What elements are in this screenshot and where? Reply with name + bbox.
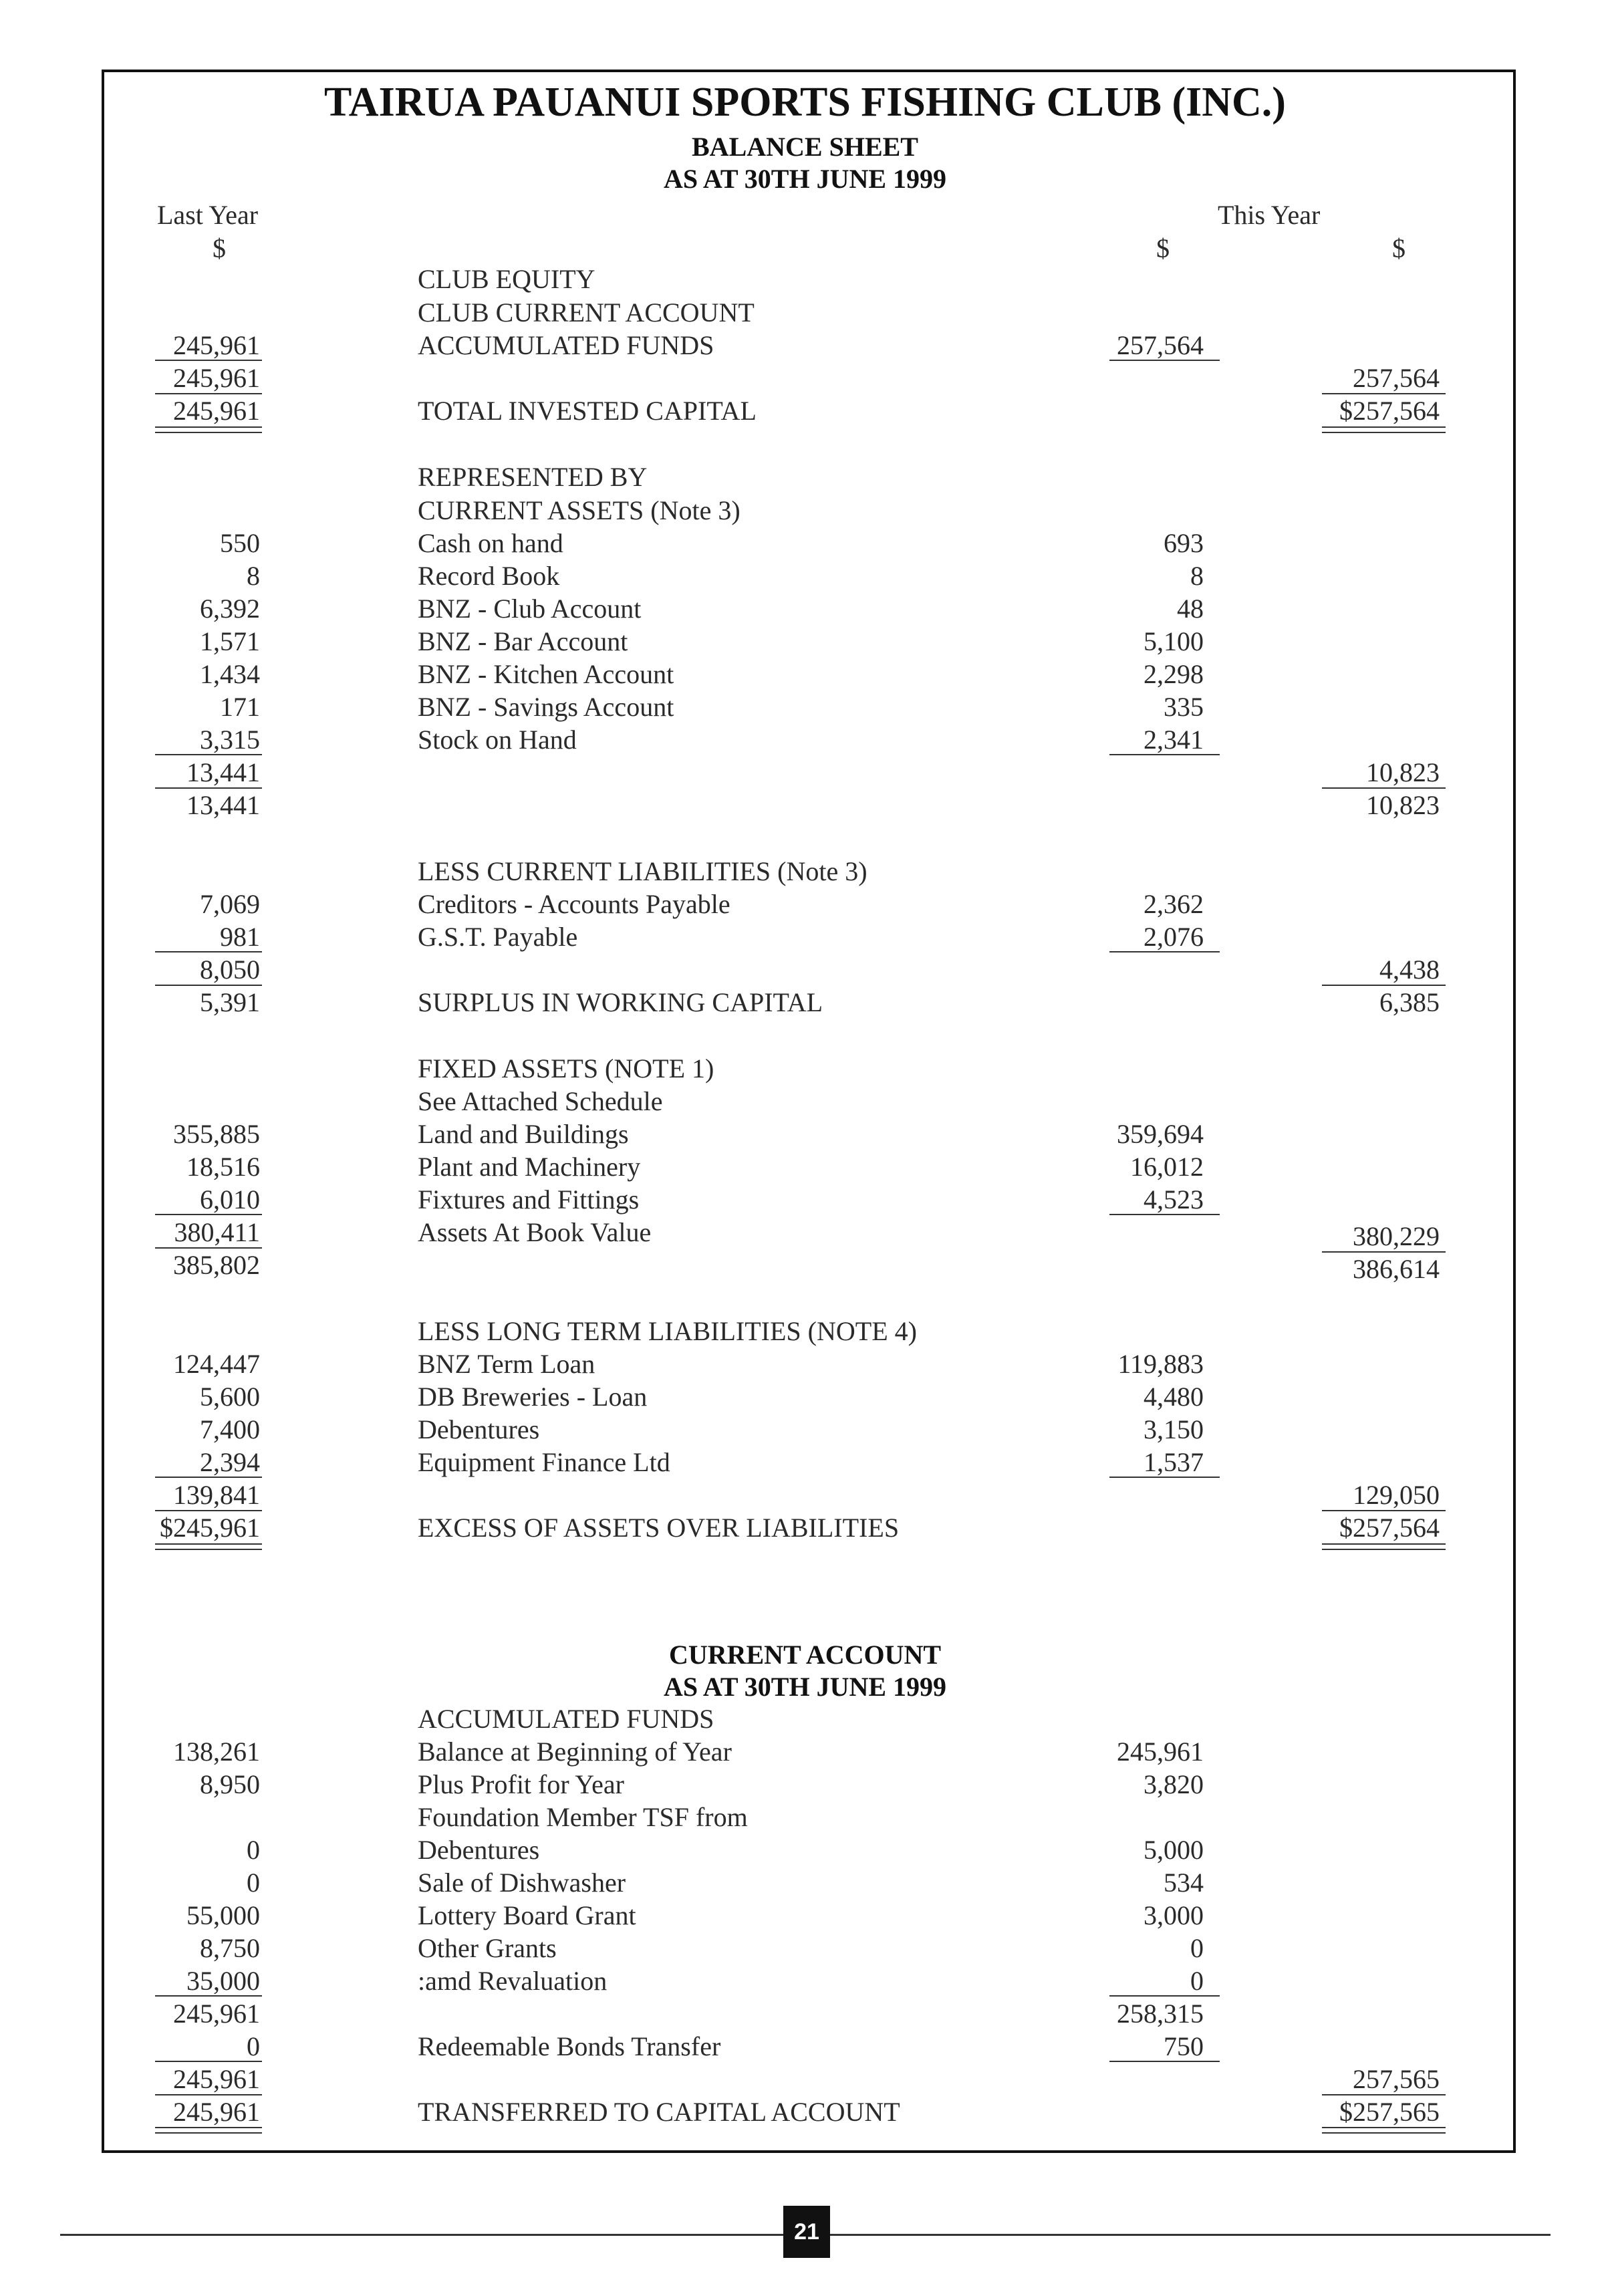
asset-row-this: 2,298 bbox=[1144, 659, 1204, 689]
accumulated-funds-last: 245,961 bbox=[173, 330, 260, 360]
asset-row-last: 171 bbox=[220, 692, 260, 722]
rule bbox=[155, 1477, 262, 1478]
surplus-working-capital-last: 5,391 bbox=[200, 987, 260, 1017]
account-row-label: Plus Profit for Year bbox=[418, 1769, 624, 1799]
excess-assets-this: $257,564 bbox=[1339, 1513, 1440, 1543]
rule bbox=[155, 393, 262, 394]
loan-row-this: 119,883 bbox=[1117, 1349, 1204, 1379]
page-border bbox=[102, 70, 1516, 2153]
account-row-this: 0 bbox=[1190, 1933, 1204, 1963]
account-row-label: Sale of Dishwasher bbox=[418, 1868, 626, 1898]
long-term-liabilities-heading: LESS LONG TERM LIABILITIES (NOTE 4) bbox=[418, 1316, 917, 1346]
loan-row-last: 5,600 bbox=[200, 1382, 260, 1412]
fixed-assets-heading: FIXED ASSETS (NOTE 1) bbox=[418, 1053, 714, 1083]
asset-row-this: 48 bbox=[1177, 594, 1204, 624]
rule bbox=[155, 754, 262, 755]
double-rule bbox=[155, 2132, 262, 2134]
account-row-last: 8,750 bbox=[200, 1933, 260, 1963]
double-rule bbox=[1322, 2132, 1446, 2134]
liability-row-this: 2,362 bbox=[1144, 889, 1204, 919]
current-liabilities-heading: LESS CURRENT LIABILITIES (Note 3) bbox=[418, 856, 867, 886]
this-year-currency-mid: $ bbox=[1156, 233, 1170, 263]
surplus-working-capital-label: SURPLUS IN WORKING CAPITAL bbox=[418, 987, 823, 1017]
account-row-label: :amd Revaluation bbox=[418, 1966, 608, 1996]
rule bbox=[155, 2094, 262, 2095]
account-row-this: 3,820 bbox=[1144, 1769, 1204, 1799]
last-year-header: Last Year bbox=[157, 200, 259, 230]
account-subtotal-last: 245,961 bbox=[173, 1999, 260, 2029]
excess-assets-label: EXCESS OF ASSETS OVER LIABILITIES bbox=[418, 1513, 900, 1543]
asset-row-label: Cash on hand bbox=[418, 528, 563, 558]
fixed-assets-carry-last: 385,802 bbox=[173, 1250, 260, 1280]
account-row-last: 0 bbox=[247, 1868, 260, 1898]
book-value-label: Assets At Book Value bbox=[418, 1217, 652, 1247]
rule bbox=[1322, 393, 1446, 394]
asset-row-this: 693 bbox=[1164, 528, 1204, 558]
club-equity-heading: CLUB EQUITY bbox=[418, 264, 595, 294]
rule bbox=[155, 951, 262, 952]
account-row-this: 245,961 bbox=[1117, 1737, 1204, 1767]
account-row-last: 35,000 bbox=[186, 1966, 260, 1996]
rule bbox=[155, 985, 262, 986]
liability-row-last: 981 bbox=[220, 922, 260, 952]
transferred-capital-this: $257,565 bbox=[1339, 2097, 1440, 2127]
book-value-last: 380,411 bbox=[174, 1217, 260, 1247]
loan-row-label: Equipment Finance Ltd bbox=[418, 1447, 670, 1477]
asset-row-last: 1,434 bbox=[200, 659, 260, 689]
rule bbox=[1322, 1510, 1446, 1511]
balance-sheet-date: AS AT 30TH JUNE 1999 bbox=[663, 164, 947, 194]
asset-row-label: BNZ - Savings Account bbox=[418, 692, 674, 722]
transferred-capital-label: TRANSFERRED TO CAPITAL ACCOUNT bbox=[418, 2097, 900, 2127]
fixed-asset-row-this: 4,523 bbox=[1144, 1184, 1204, 1215]
asset-row-label: Stock on Hand bbox=[418, 725, 577, 755]
fixed-asset-row-this: 16,012 bbox=[1130, 1152, 1204, 1182]
rule bbox=[155, 2061, 262, 2062]
asset-row-this: 5,100 bbox=[1144, 626, 1204, 656]
current-liabilities-total-last: 8,050 bbox=[200, 954, 260, 985]
rule bbox=[1322, 1251, 1446, 1253]
rule bbox=[1109, 1477, 1220, 1478]
double-rule bbox=[1322, 1549, 1446, 1550]
current-liabilities-total-this: 4,438 bbox=[1379, 954, 1440, 985]
loan-row-this: 1,537 bbox=[1144, 1447, 1204, 1477]
surplus-working-capital-this: 6,385 bbox=[1379, 987, 1440, 1017]
asset-row-label: BNZ - Bar Account bbox=[418, 626, 628, 656]
account-row-label: Other Grants bbox=[418, 1933, 557, 1963]
fixed-assets-note: See Attached Schedule bbox=[418, 1086, 663, 1116]
asset-row-last: 3,315 bbox=[200, 725, 260, 755]
asset-row-last: 6,392 bbox=[200, 594, 260, 624]
current-assets-heading: CURRENT ASSETS (Note 3) bbox=[418, 495, 741, 525]
account-row-label: Debentures bbox=[418, 1835, 540, 1865]
balance-sheet-title: BALANCE SHEET bbox=[692, 132, 918, 162]
liability-row-this: 2,076 bbox=[1144, 922, 1204, 952]
asset-row-last: 550 bbox=[220, 528, 260, 558]
current-account-date: AS AT 30TH JUNE 1999 bbox=[663, 1672, 947, 1702]
rule bbox=[1322, 787, 1446, 789]
bonds-transfer-last: 0 bbox=[247, 2031, 260, 2061]
club-current-account-heading: CLUB CURRENT ACCOUNT bbox=[418, 297, 755, 328]
equity-subtotal-last: 245,961 bbox=[173, 363, 260, 393]
double-rule bbox=[155, 426, 262, 428]
asset-row-label: Record Book bbox=[418, 561, 560, 591]
current-assets-carry-this: 10,823 bbox=[1366, 790, 1440, 820]
fixed-asset-row-this: 359,694 bbox=[1117, 1119, 1204, 1149]
account-row-label: Foundation Member TSF from bbox=[418, 1802, 748, 1832]
account-total-last: 245,961 bbox=[173, 2064, 260, 2094]
equity-subtotal-this: 257,564 bbox=[1353, 363, 1440, 393]
account-row-last: 0 bbox=[247, 1835, 260, 1865]
excess-assets-last: $245,961 bbox=[160, 1513, 260, 1543]
liability-row-label: Creditors - Accounts Payable bbox=[418, 889, 730, 919]
double-rule bbox=[155, 432, 262, 433]
accumulated-funds-this: 257,564 bbox=[1117, 330, 1204, 360]
fixed-assets-carry-this: 386,614 bbox=[1353, 1254, 1440, 1284]
loan-row-this: 3,150 bbox=[1144, 1414, 1204, 1444]
fixed-asset-row-last: 18,516 bbox=[186, 1152, 260, 1182]
loan-row-this: 4,480 bbox=[1144, 1382, 1204, 1412]
asset-row-label: BNZ - Kitchen Account bbox=[418, 659, 674, 689]
bonds-transfer-this: 750 bbox=[1164, 2031, 1204, 2061]
rule bbox=[155, 1995, 262, 1997]
account-row-this: 5,000 bbox=[1144, 1835, 1204, 1865]
liability-row-last: 7,069 bbox=[200, 889, 260, 919]
loan-row-last: 7,400 bbox=[200, 1414, 260, 1444]
current-account-title: CURRENT ACCOUNT bbox=[668, 1640, 942, 1670]
total-invested-capital-last: 245,961 bbox=[173, 396, 260, 426]
double-rule bbox=[155, 1543, 262, 1545]
rule bbox=[155, 1510, 262, 1511]
accumulated-funds-label: ACCUMULATED FUNDS bbox=[418, 330, 714, 360]
represented-by-heading: REPRESENTED BY bbox=[418, 462, 648, 492]
club-title: TAIRUA PAUANUI SPORTS FISHING CLUB (INC.) bbox=[324, 80, 1286, 125]
fixed-asset-row-last: 6,010 bbox=[200, 1184, 260, 1215]
account-row-label: Lottery Board Grant bbox=[418, 1900, 636, 1930]
rule bbox=[1322, 2094, 1446, 2095]
double-rule bbox=[155, 2127, 262, 2128]
bonds-transfer-label: Redeemable Bonds Transfer bbox=[418, 2031, 721, 2061]
asset-row-this: 8 bbox=[1190, 561, 1204, 591]
total-invested-capital-this: $257,564 bbox=[1339, 396, 1440, 426]
current-assets-total-this: 10,823 bbox=[1366, 757, 1440, 787]
transferred-capital-last: 245,961 bbox=[173, 2097, 260, 2127]
loan-row-label: BNZ Term Loan bbox=[418, 1349, 595, 1379]
last-year-currency: $ bbox=[213, 233, 226, 263]
loan-row-label: Debentures bbox=[418, 1414, 540, 1444]
account-row-this: 3,000 bbox=[1144, 1900, 1204, 1930]
fixed-asset-row-label: Fixtures and Fittings bbox=[418, 1184, 640, 1215]
loan-row-last: 124,447 bbox=[173, 1349, 260, 1379]
account-row-last: 8,950 bbox=[200, 1769, 260, 1799]
double-rule bbox=[155, 1549, 262, 1550]
loan-row-label: DB Breweries - Loan bbox=[418, 1382, 648, 1412]
rule bbox=[155, 1214, 262, 1215]
rule bbox=[1109, 951, 1220, 952]
account-row-last: 55,000 bbox=[186, 1900, 260, 1930]
fixed-asset-row-last: 355,885 bbox=[173, 1119, 260, 1149]
liability-row-label: G.S.T. Payable bbox=[418, 922, 578, 952]
rule bbox=[1109, 754, 1220, 755]
rule bbox=[155, 1247, 262, 1249]
rule bbox=[1322, 985, 1446, 986]
rule bbox=[1109, 360, 1220, 361]
rule bbox=[1109, 1995, 1220, 1997]
total-invested-capital-label: TOTAL INVESTED CAPITAL bbox=[418, 396, 757, 426]
fixed-asset-row-label: Land and Buildings bbox=[418, 1119, 629, 1149]
double-rule bbox=[1322, 426, 1446, 428]
account-row-label: Balance at Beginning of Year bbox=[418, 1737, 732, 1767]
asset-row-this: 2,341 bbox=[1144, 725, 1204, 755]
double-rule bbox=[1322, 2127, 1446, 2128]
long-term-total-this: 129,050 bbox=[1353, 1480, 1440, 1510]
account-subtotal-this: 258,315 bbox=[1117, 1999, 1204, 2029]
rule bbox=[1109, 2061, 1220, 2062]
current-assets-total-last: 13,441 bbox=[186, 757, 260, 787]
double-rule bbox=[1322, 1543, 1446, 1545]
this-year-currency-right: $ bbox=[1392, 233, 1405, 263]
asset-row-last: 1,571 bbox=[200, 626, 260, 656]
fixed-asset-row-label: Plant and Machinery bbox=[418, 1152, 641, 1182]
loan-row-last: 2,394 bbox=[200, 1447, 260, 1477]
asset-row-this: 335 bbox=[1164, 692, 1204, 722]
book-value-this: 380,229 bbox=[1353, 1221, 1440, 1251]
account-total-this: 257,565 bbox=[1353, 2064, 1440, 2094]
account-row-last: 138,261 bbox=[173, 1737, 260, 1767]
long-term-total-last: 139,841 bbox=[173, 1480, 260, 1510]
rule bbox=[155, 787, 262, 789]
account-row-this: 534 bbox=[1164, 1868, 1204, 1898]
rule bbox=[155, 360, 262, 361]
page-number: 21 bbox=[783, 2206, 830, 2258]
asset-row-last: 8 bbox=[247, 561, 260, 591]
rule bbox=[1109, 1214, 1220, 1215]
current-assets-carry-last: 13,441 bbox=[186, 790, 260, 820]
account-row-this: 0 bbox=[1190, 1966, 1204, 1996]
this-year-header: This Year bbox=[1218, 200, 1321, 230]
current-account-heading: ACCUMULATED FUNDS bbox=[418, 1704, 714, 1734]
double-rule bbox=[1322, 432, 1446, 433]
asset-row-label: BNZ - Club Account bbox=[418, 594, 642, 624]
